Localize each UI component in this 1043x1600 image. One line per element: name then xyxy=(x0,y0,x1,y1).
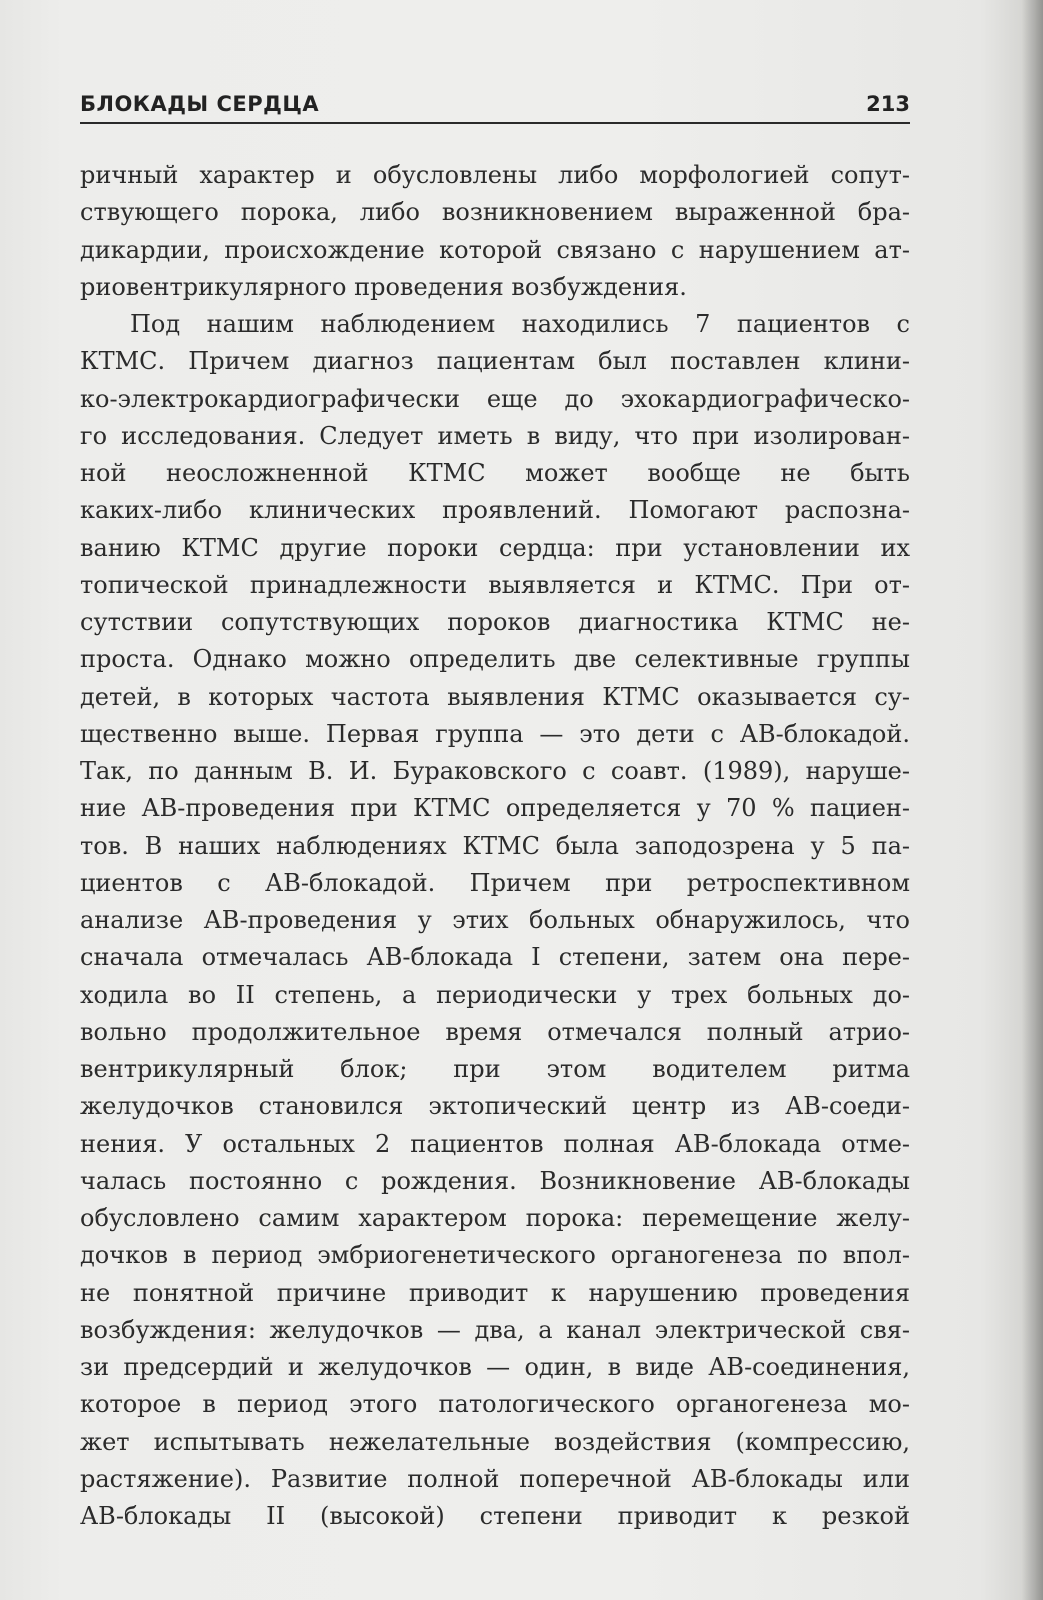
text-line: ричный характер и обусловлены либо морфологией сопут- xyxy=(80,161,910,189)
text-line: дикардии, происхождение которой связано с нарушением ат- xyxy=(80,235,910,264)
text-line: Так, по данным В. И. Бураковского с соавт. (1989), наруше- xyxy=(80,757,910,785)
text-line: сутствии сопутствующих пороков диагностика КТМС не- xyxy=(80,608,910,636)
text-line: растяжение). Развитие полной поперечной АВ-блокады или xyxy=(80,1464,910,1493)
text-line: ходила во II степень, а периодически у трех больных до- xyxy=(80,980,910,1009)
running-title: БЛОКАДЫ СЕРДЦА xyxy=(80,92,320,116)
text-line: дочков в период эмбриогенетического органогенеза по впол- xyxy=(80,1241,910,1270)
text-line: каких-либо клинических проявлений. Помогают распозна- xyxy=(80,496,910,525)
page-edge-shadow xyxy=(1021,0,1043,1600)
text-line: зи предсердий и желудочков — один, в виде АВ-соединения, xyxy=(80,1353,910,1381)
text-line: го исследования. Следует иметь в виду, что при изолирован- xyxy=(80,421,910,450)
text-line: циентов с АВ-блокадой. Причем при ретроспективном xyxy=(80,868,910,897)
text-line: риовентрикулярного проведения возбуждения. xyxy=(80,272,687,301)
text-line: обусловлено самим характером порока: перемещение желу- xyxy=(80,1204,910,1232)
text-line: щественно выше. Первая группа — это дети с АВ-блокадой. xyxy=(80,719,910,748)
text-line: желудочков становился эктопический центр из АВ-соеди- xyxy=(80,1092,910,1121)
text-line: детей, в которых частота выявления КТМС оказывается су- xyxy=(80,682,910,711)
text-line: нения. У остальных 2 пациентов полная АВ-блокада отме- xyxy=(80,1129,910,1158)
body-text xyxy=(80,157,910,1535)
text-line: жет испытывать нежелательные воздействия (компрессию, xyxy=(80,1427,910,1456)
text-line: тов. В наших наблюдениях КТМС была заподозрена у 5 па- xyxy=(80,831,910,860)
text-line: не понятной причине приводит к нарушению проведения xyxy=(80,1278,910,1307)
text-line: проста. Однако можно определить две селективные группы xyxy=(80,645,910,674)
paragraph-start-line: Под нашим наблюдением находились 7 пациентов с xyxy=(130,310,910,338)
text-line: ние АВ-проведения при КТМС определяется у 70 % пациен- xyxy=(80,794,910,823)
text-line: возбуждения: желудочков — два, а канал электрической свя- xyxy=(80,1315,910,1344)
text-line: АВ-блокады II (высокой) степени приводит к резкой xyxy=(80,1502,910,1530)
text-line: ванию КТМС другие пороки сердца: при установлении их xyxy=(80,533,910,562)
text-line: КТМС. Причем диагноз пациентам был поставлен клини- xyxy=(80,347,910,376)
text-line: анализе АВ-проведения у этих больных обнаружилось, что xyxy=(80,906,910,934)
text-line: ко-электрокардиографически еще до эхокардиографическо- xyxy=(80,384,910,413)
text-line: ствующего порока, либо возникновением выраженной бра- xyxy=(80,198,910,227)
text-line: вентрикулярный блок; при этом водителем ритма xyxy=(80,1055,910,1083)
text-line: ной неосложненной КТМС может вообще не быть xyxy=(80,459,910,487)
page-number: 213 xyxy=(866,92,910,116)
text-line: сначала отмечалась АВ-блокада I степени, затем она пере- xyxy=(80,943,910,972)
text-line: чалась постоянно с рождения. Возникновение АВ-блокады xyxy=(80,1166,910,1195)
page-header xyxy=(80,86,910,124)
text-line: вольно продолжительное время отмечался полный атрио- xyxy=(80,1017,910,1046)
text-line: которое в период этого патологического органогенеза мо- xyxy=(80,1390,910,1419)
text-line: топической принадлежности выявляется и КТМС. При от- xyxy=(80,570,910,599)
